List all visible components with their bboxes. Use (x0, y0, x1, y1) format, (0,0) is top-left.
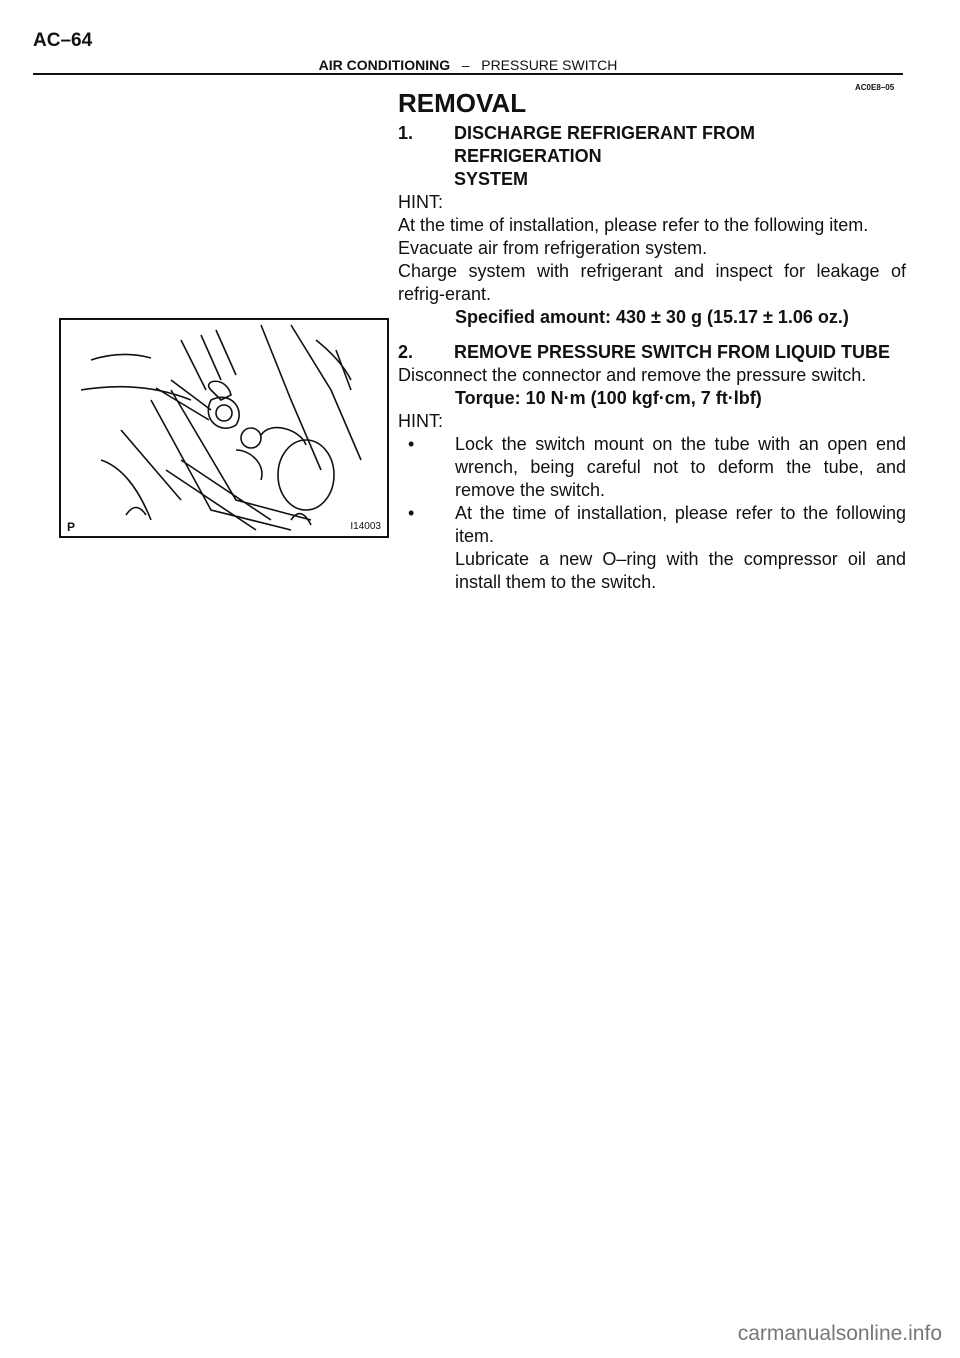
running-title (33, 57, 903, 73)
figure-id: I14003 (350, 521, 381, 532)
step-2-hint-label: HINT: (398, 411, 443, 431)
step-1-title-line1: DISCHARGE REFRIGERANT FROM REFRIGERATION (454, 123, 755, 166)
step-1-hint-label: HINT: (398, 192, 443, 212)
watermark: carmanualsonline.info (737, 1322, 942, 1345)
header-rule (33, 73, 903, 75)
step-1-title-line2: SYSTEM (454, 169, 529, 189)
step-2-title-text: REMOVE PRESSURE SWITCH FROM LIQUID TUBE (454, 342, 891, 362)
torque-spec: Torque: 10 N·m (100 kgf·cm, 7 ft·lbf) (455, 388, 762, 408)
wrench-tube-drawing (61, 320, 389, 538)
hint-bullet-1 (398, 433, 906, 502)
hint-bullet-2 (398, 502, 906, 548)
bullet-marker: • (408, 503, 415, 523)
step-1-number: 1. (398, 123, 414, 143)
illustration-pressure-switch (59, 318, 389, 538)
title-separator: – (461, 57, 470, 73)
figure-corner-label: P (67, 520, 76, 534)
step-2-title (398, 341, 906, 364)
procedure-content (398, 88, 906, 594)
page-code: AC–64 (33, 30, 93, 51)
hint-bullet-2-detail: Lubricate a new O–ring with the compressor oil and install them to the switch. (455, 549, 906, 592)
step-1-text-3: Charge system with refrigerant and inspect for leakage of refrig-erant. (398, 261, 906, 304)
step-1-text-1: At the time of installation, please refer to the following item. (398, 215, 869, 235)
step-2-text-1: Disconnect the connector and remove the pressure switch. (398, 365, 867, 385)
bullet-marker: • (408, 434, 415, 454)
section-title: AIR CONDITIONING (318, 57, 451, 73)
step-1-title (398, 122, 906, 168)
step-2-number: 2. (398, 342, 414, 362)
section-heading: REMOVAL (398, 88, 527, 118)
hint-bullet-1-text: Lock the switch mount on the tube with an open end wrench, being careful not to deform the tube, and remove the switch. (455, 434, 906, 500)
subsection-title: PRESSURE SWITCH (481, 57, 618, 73)
specified-amount: Specified amount: 430 ± 30 g (15.17 ± 1.06 oz.) (455, 307, 849, 327)
step-1-text-2: Evacuate air from refrigeration system. (398, 238, 708, 258)
hint-bullet-2-text: At the time of installation, please refer to the following item. (455, 503, 906, 546)
doc-code: AC0E8–05 (855, 83, 895, 92)
step-gap (398, 329, 906, 341)
